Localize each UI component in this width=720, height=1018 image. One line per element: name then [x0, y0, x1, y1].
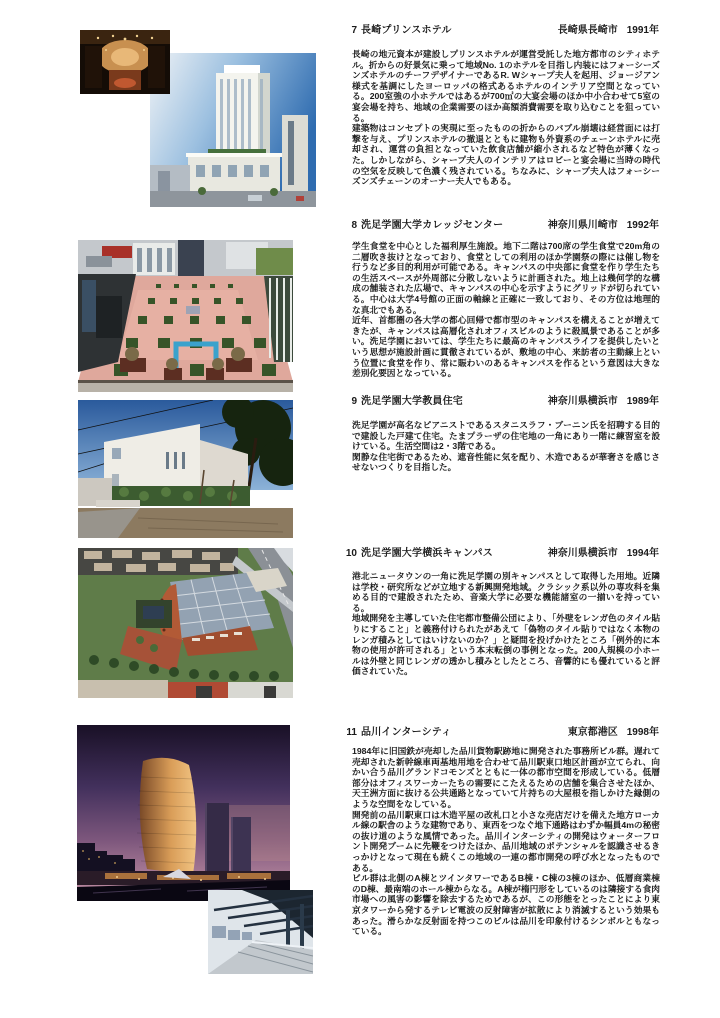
entry-number: 7	[351, 25, 357, 36]
entry-title: 洗足学園大学教員住宅	[361, 396, 463, 407]
entry-paragraph: 長崎の地元資本が建設しプリンスホテルが運営受託した地方都市のシティホテル。折からの好景気に乗って地域No. 1のホテルを目指し内装にはフォーシーズンズホテルのチーフデザイナーであるR. Wシャープ夫人を起用、ジョージアン様式を基調にしたヨーロッパの格式あるホテルのインテリア空間となっている。200室強の小ホテルではあるが700㎡の大宴会場のほか中小合わせて5室の宴会場を持ち、地域の企業需要のほか高額消費需要を取り込むことを狙っている。	[352, 49, 660, 123]
entry-location: 長崎県長崎市	[557, 25, 618, 36]
entry-body	[352, 241, 660, 379]
entry-header	[345, 396, 659, 408]
entry-body	[352, 420, 660, 473]
photo-yokohama-campus-aerial	[78, 548, 293, 698]
entry-year: 1989年	[626, 396, 659, 407]
entry-header	[345, 548, 659, 560]
entry-paragraph: ビル群は北側のA棟とツインタワーであるB棟・C棟の3棟のほか、低層商業棟のD棟、最南端のホール棟からなる。A棟が楕円形をしているのは隣接する食肉市場への風害の影響を除去するためであるが、この形態をとったことにより東京タワーから発するテレビ電波の反射障害が拡散により消滅するという効果もあった。滑らかな反射面を持つこのビルは品川を印象付けるシンボルともなっている。	[352, 873, 660, 937]
photo-skywalk-corridor	[208, 890, 313, 974]
entry-number: 11	[346, 727, 357, 738]
entry-header	[345, 25, 659, 37]
entry-year: 1998年	[626, 727, 659, 738]
entry-faculty-residence	[345, 396, 660, 473]
entry-paragraph: 近年、首都圏の各大学の都心回帰で都市型のキャンパスを構えることが増えてきたが、キャンパスは高層化されオフィスビルのように殺風景であることが多い。洗足学園においては、学生たちに最高のキャンパスライフを提供したいという思想が施設計画に貫徹されているが、敷地の中心、来訪者の主動線上という位置に食堂を作り、常に賑わいのあるキャンパスを作るという意図は大きな差別化要因となっている。	[352, 315, 660, 379]
entry-paragraph: 洗足学園が高名なピアニストであるスタニスラフ・ブーニン氏を招聘する目的で建設した戸建て住宅。たまプラーザの住宅地の一角にあり一階に練習室を設けている。生活空間は2・3階である。	[352, 420, 660, 452]
entry-paragraph: 港北ニュータウンの一角に洗足学園の別キャンパスとして取得した用地。近隣は学校・研究所などが立地する新興開発地域。クラシック系以外の専攻科を集める目的で建設されたため、音楽大学に必要な機能諸室の一揃いを持っている。	[352, 571, 660, 613]
entry-nagasaki-prince-hotel	[345, 25, 660, 187]
photo-nagasaki-prince-hotel-lobby-interior	[80, 30, 170, 94]
entry-yokohama-campus	[345, 548, 661, 677]
entry-location: 東京都港区	[567, 727, 618, 738]
entry-title: 洗足学園大学カレッジセンター	[361, 220, 504, 231]
entry-number: 9	[351, 396, 357, 407]
entry-year: 1991年	[626, 25, 659, 36]
photo-shinagawa-intercity-dusk	[77, 725, 290, 901]
entry-location: 神奈川県川崎市	[547, 220, 618, 231]
entry-paragraph: 建築物はコンセプトの実現に至ったものの折からのバブル崩壊は経営面には打撃を与え、プリンスホテルの撤退とともに建物も外資系のチェーンホテルに売却され、運営の負担となっていた飲食店舗が縮小されるなど特色が薄くなった。しかしながら、シャープ夫人のインテリアはロビーと宴会場に当時の時代の空気を反映して色濃く残されている。ちなみに、シャープ夫人はフォーシーズンズチェーンのオーナー夫人でもある。	[352, 123, 660, 187]
entry-number: 8	[351, 220, 357, 231]
entry-year: 1992年	[626, 220, 659, 231]
entry-year: 1994年	[626, 548, 659, 559]
entry-title: 品川インターシティ	[361, 727, 452, 738]
photo-college-center-plaza-aerial	[78, 240, 293, 392]
photo-faculty-residence	[78, 400, 293, 538]
entry-paragraph: 学生食堂を中心とした福利厚生施設。地下二階は700席の学生食堂で20m角の二層吹き抜けとなっており、食堂としての利用のほか学園祭の際には催し物を行うなど多目的利用が可能である。キャンパスの中央部に食堂を作り学生たちの生活スペースが外周部に分散しないように計画された。地上は幾何学的な構成の舗装された広場で、キャンパスの中心を示すようにグリッドが切られている。中心は大学4号館の正面の軸線と正確に一致しており、その方位は地理的な真北でもある。	[352, 241, 660, 315]
photo-nagasaki-prince-hotel-exterior	[150, 53, 316, 207]
entry-paragraph: 地域開発を主導していた住宅都市整備公団により、「外壁をレンガ色のタイル貼りにすること」と義務付けられたがあえて「偽物のタイル貼りではなく本物のレンガ積みとしてはいけないのか？」と疑問を投げかけたところ「例外的に本物の使用が許可される」という本末転倒の事例となった。200人規模の小ホールは外壁と同じレンガの透かし積みとしたところ、音響的にも優れていると評価されていた。	[352, 613, 661, 677]
entry-header	[345, 220, 659, 232]
entry-body	[352, 746, 660, 937]
entry-paragraph: 1984年に旧国鉄が売却した品川貨物駅跡地に開発された事務所ビル群。遅れて売却された新幹線車両基地用地を合わせて品川駅東口地区計画が立てられ、向かい合う品川グランドコモンズとともに一体の都市空間を形成している。低層部分はオフィスワーカーたちの需要にこたえるための店舗を集合させたほか、天王洲方面に抜ける公共通路となっていて片持ちの大屋根を指しかけた縁側のような空間をなしている。	[352, 746, 660, 809]
entry-paragraph: 開発前の品川駅東口は木造平屋の改札口と小さな売店だけを備えた地方ローカル線の駅舎のような建物であり、東西をつなぐ地下通路はわずか幅員4mの秘密の抜け道のような風情であった。品川インターシティの開発はウォーターフロント開発ブームに先鞭をつけたほか、品川地域のポテンシャルを認識させるきっかけとなって現在も続くこの地域の一連の都市開発の呼び水となったものである。	[352, 809, 660, 873]
entry-body	[352, 571, 660, 677]
entry-location: 神奈川県横浜市	[547, 548, 618, 559]
entry-location: 神奈川県横浜市	[547, 396, 618, 407]
entry-paragraph: 閑静な住宅街であるため、遮音性能に気を配り、木造であるが華奢さを感じさせないつくりを目指した。	[352, 451, 660, 473]
entry-body	[352, 49, 660, 187]
entry-title: 洗足学園大学横浜キャンパス	[361, 548, 493, 559]
entry-shinagawa-intercity	[345, 727, 660, 937]
entry-title: 長崎プリンスホテル	[361, 25, 452, 36]
entry-header	[345, 727, 659, 739]
entry-number: 10	[345, 548, 357, 559]
entry-college-center	[345, 220, 660, 379]
